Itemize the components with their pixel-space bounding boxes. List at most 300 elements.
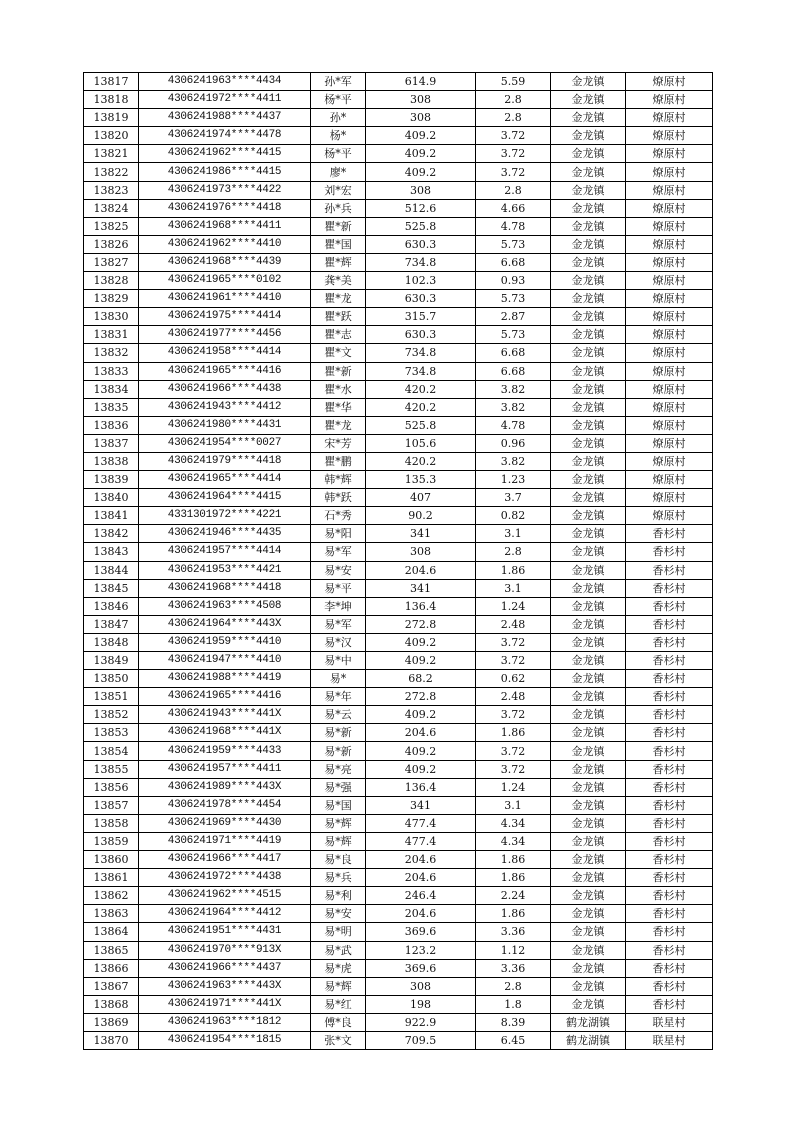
table-row <box>84 308 713 326</box>
area-cell: 2.8 <box>476 977 551 995</box>
amount-cell: 341 <box>366 525 476 543</box>
table-row <box>84 91 713 109</box>
id-number-cell: 4306241968****4411 <box>139 217 311 235</box>
amount-cell: 136.4 <box>366 778 476 796</box>
table-row <box>84 778 713 796</box>
table-row <box>84 796 713 814</box>
village-cell: 燎原村 <box>626 308 713 326</box>
row-number-cell: 13853 <box>84 724 139 742</box>
row-number-cell: 13818 <box>84 91 139 109</box>
town-cell: 金龙镇 <box>551 199 626 217</box>
area-cell: 3.72 <box>476 127 551 145</box>
id-number-cell: 4306241978****4454 <box>139 796 311 814</box>
table-row <box>84 272 713 290</box>
village-cell: 燎原村 <box>626 109 713 127</box>
row-number-cell: 13854 <box>84 742 139 760</box>
village-cell: 香杉村 <box>626 995 713 1013</box>
amount-cell: 308 <box>366 977 476 995</box>
amount-cell: 922.9 <box>366 1013 476 1031</box>
table-row <box>84 923 713 941</box>
row-number-cell: 13820 <box>84 127 139 145</box>
town-cell: 金龙镇 <box>551 995 626 1013</box>
village-cell: 香杉村 <box>626 525 713 543</box>
id-number-cell: 4306241963****1812 <box>139 1013 311 1031</box>
village-cell: 香杉村 <box>626 652 713 670</box>
table-row <box>84 109 713 127</box>
row-number-cell: 13843 <box>84 543 139 561</box>
area-cell: 1.86 <box>476 905 551 923</box>
amount-cell: 477.4 <box>366 832 476 850</box>
id-number-cell: 4306241965****4416 <box>139 688 311 706</box>
area-cell: 3.72 <box>476 742 551 760</box>
id-number-cell: 4306241965****0102 <box>139 272 311 290</box>
village-cell: 香杉村 <box>626 851 713 869</box>
table-row <box>84 398 713 416</box>
town-cell: 金龙镇 <box>551 579 626 597</box>
id-number-cell: 4306241989****443X <box>139 778 311 796</box>
row-number-cell: 13821 <box>84 145 139 163</box>
row-number-cell: 13862 <box>84 887 139 905</box>
amount-cell: 420.2 <box>366 380 476 398</box>
amount-cell: 204.6 <box>366 851 476 869</box>
table-row <box>84 543 713 561</box>
village-cell: 香杉村 <box>626 778 713 796</box>
row-number-cell: 13857 <box>84 796 139 814</box>
name-cell: 张*文 <box>311 1031 366 1049</box>
row-number-cell: 13868 <box>84 995 139 1013</box>
row-number-cell: 13850 <box>84 670 139 688</box>
village-cell: 燎原村 <box>626 181 713 199</box>
village-cell: 燎原村 <box>626 217 713 235</box>
row-number-cell: 13846 <box>84 597 139 615</box>
village-cell: 燎原村 <box>626 398 713 416</box>
area-cell: 6.68 <box>476 253 551 271</box>
area-cell: 1.8 <box>476 995 551 1013</box>
area-cell: 2.8 <box>476 109 551 127</box>
row-number-cell: 13848 <box>84 633 139 651</box>
name-cell: 瞿*水 <box>311 380 366 398</box>
id-number-cell: 4306241968****441X <box>139 724 311 742</box>
amount-cell: 68.2 <box>366 670 476 688</box>
row-number-cell: 13837 <box>84 434 139 452</box>
id-number-cell: 4306241957****4411 <box>139 760 311 778</box>
village-cell: 燎原村 <box>626 91 713 109</box>
name-cell: 易*安 <box>311 561 366 579</box>
village-cell: 联星村 <box>626 1031 713 1049</box>
name-cell: 杨*平 <box>311 145 366 163</box>
area-cell: 1.12 <box>476 941 551 959</box>
name-cell: 易*中 <box>311 652 366 670</box>
area-cell: 1.86 <box>476 561 551 579</box>
table-row <box>84 416 713 434</box>
name-cell: 易*虎 <box>311 959 366 977</box>
amount-cell: 135.3 <box>366 471 476 489</box>
amount-cell: 90.2 <box>366 507 476 525</box>
name-cell: 易*新 <box>311 742 366 760</box>
name-cell: 易*安 <box>311 905 366 923</box>
name-cell: 瞿*龙 <box>311 416 366 434</box>
table-row <box>84 489 713 507</box>
table-row <box>84 832 713 850</box>
name-cell: 瞿*新 <box>311 217 366 235</box>
amount-cell: 204.6 <box>366 561 476 579</box>
row-number-cell: 13833 <box>84 362 139 380</box>
village-cell: 联星村 <box>626 1013 713 1031</box>
table-row <box>84 706 713 724</box>
id-number-cell: 4306241986****4415 <box>139 163 311 181</box>
id-number-cell: 4306241958****4414 <box>139 344 311 362</box>
amount-cell: 272.8 <box>366 688 476 706</box>
id-number-cell: 4306241964****4415 <box>139 489 311 507</box>
village-cell: 香杉村 <box>626 742 713 760</box>
name-cell: 瞿*跃 <box>311 308 366 326</box>
row-number-cell: 13826 <box>84 235 139 253</box>
area-cell: 2.48 <box>476 688 551 706</box>
area-cell: 3.72 <box>476 163 551 181</box>
amount-cell: 525.8 <box>366 217 476 235</box>
town-cell: 金龙镇 <box>551 471 626 489</box>
town-cell: 金龙镇 <box>551 398 626 416</box>
town-cell: 金龙镇 <box>551 344 626 362</box>
table-row <box>84 525 713 543</box>
area-cell: 3.72 <box>476 633 551 651</box>
table-row <box>84 670 713 688</box>
table-row <box>84 633 713 651</box>
amount-cell: 308 <box>366 109 476 127</box>
town-cell: 鹤龙湖镇 <box>551 1031 626 1049</box>
name-cell: 易*强 <box>311 778 366 796</box>
town-cell: 金龙镇 <box>551 670 626 688</box>
area-cell: 4.78 <box>476 217 551 235</box>
id-number-cell: 4306241954****0027 <box>139 434 311 452</box>
area-cell: 3.82 <box>476 380 551 398</box>
area-cell: 3.7 <box>476 489 551 507</box>
area-cell: 3.82 <box>476 398 551 416</box>
row-number-cell: 13870 <box>84 1031 139 1049</box>
row-number-cell: 13839 <box>84 471 139 489</box>
name-cell: 杨* <box>311 127 366 145</box>
table-row <box>84 905 713 923</box>
area-cell: 5.59 <box>476 73 551 91</box>
table-row <box>84 941 713 959</box>
area-cell: 3.36 <box>476 959 551 977</box>
town-cell: 金龙镇 <box>551 290 626 308</box>
table-row <box>84 290 713 308</box>
name-cell: 易*军 <box>311 615 366 633</box>
table-row <box>84 851 713 869</box>
amount-cell: 734.8 <box>366 362 476 380</box>
town-cell: 金龙镇 <box>551 217 626 235</box>
table-row <box>84 199 713 217</box>
row-number-cell: 13858 <box>84 814 139 832</box>
row-number-cell: 13823 <box>84 181 139 199</box>
id-number-cell: 4306241959****4433 <box>139 742 311 760</box>
village-cell: 燎原村 <box>626 127 713 145</box>
table-row <box>84 579 713 597</box>
row-number-cell: 13847 <box>84 615 139 633</box>
village-cell: 燎原村 <box>626 362 713 380</box>
id-number-cell: 4306241971****441X <box>139 995 311 1013</box>
town-cell: 金龙镇 <box>551 380 626 398</box>
id-number-cell: 4306241951****4431 <box>139 923 311 941</box>
village-cell: 香杉村 <box>626 670 713 688</box>
area-cell: 3.72 <box>476 145 551 163</box>
town-cell: 金龙镇 <box>551 597 626 615</box>
table-row <box>84 362 713 380</box>
town-cell: 金龙镇 <box>551 832 626 850</box>
id-number-cell: 4306241964****443X <box>139 615 311 633</box>
amount-cell: 136.4 <box>366 597 476 615</box>
table-row <box>84 995 713 1013</box>
area-cell: 4.34 <box>476 814 551 832</box>
area-cell: 1.86 <box>476 724 551 742</box>
amount-cell: 369.6 <box>366 923 476 941</box>
table-row <box>84 235 713 253</box>
amount-cell: 198 <box>366 995 476 1013</box>
row-number-cell: 13836 <box>84 416 139 434</box>
name-cell: 瞿*辉 <box>311 253 366 271</box>
id-number-cell: 4306241959****4410 <box>139 633 311 651</box>
village-cell: 燎原村 <box>626 489 713 507</box>
amount-cell: 272.8 <box>366 615 476 633</box>
village-cell: 香杉村 <box>626 941 713 959</box>
area-cell: 4.78 <box>476 416 551 434</box>
town-cell: 金龙镇 <box>551 869 626 887</box>
area-cell: 8.39 <box>476 1013 551 1031</box>
table-row <box>84 73 713 91</box>
id-number-cell: 4306241946****4435 <box>139 525 311 543</box>
name-cell: 瞿*鹏 <box>311 452 366 470</box>
row-number-cell: 13828 <box>84 272 139 290</box>
name-cell: 易*新 <box>311 724 366 742</box>
amount-cell: 204.6 <box>366 869 476 887</box>
village-cell: 燎原村 <box>626 145 713 163</box>
id-number-cell: 4306241943****4412 <box>139 398 311 416</box>
name-cell: 易*利 <box>311 887 366 905</box>
village-cell: 香杉村 <box>626 688 713 706</box>
id-number-cell: 4306241969****4430 <box>139 814 311 832</box>
amount-cell: 409.2 <box>366 163 476 181</box>
village-cell: 香杉村 <box>626 706 713 724</box>
name-cell: 瞿*国 <box>311 235 366 253</box>
town-cell: 金龙镇 <box>551 633 626 651</box>
town-cell: 金龙镇 <box>551 977 626 995</box>
name-cell: 易*国 <box>311 796 366 814</box>
village-cell: 燎原村 <box>626 163 713 181</box>
id-number-cell: 4306241965****4414 <box>139 471 311 489</box>
town-cell: 金龙镇 <box>551 416 626 434</box>
amount-cell: 630.3 <box>366 235 476 253</box>
village-cell: 香杉村 <box>626 832 713 850</box>
id-number-cell: 4306241971****4419 <box>139 832 311 850</box>
area-cell: 1.86 <box>476 851 551 869</box>
table-row <box>84 145 713 163</box>
row-number-cell: 13844 <box>84 561 139 579</box>
name-cell: 易*亮 <box>311 760 366 778</box>
table-row <box>84 814 713 832</box>
row-number-cell: 13866 <box>84 959 139 977</box>
area-cell: 2.8 <box>476 543 551 561</box>
name-cell: 易*军 <box>311 543 366 561</box>
area-cell: 6.68 <box>476 344 551 362</box>
town-cell: 金龙镇 <box>551 796 626 814</box>
village-cell: 燎原村 <box>626 290 713 308</box>
village-cell: 香杉村 <box>626 760 713 778</box>
row-number-cell: 13827 <box>84 253 139 271</box>
area-cell: 4.66 <box>476 199 551 217</box>
name-cell: 易*云 <box>311 706 366 724</box>
id-number-cell: 4306241966****4438 <box>139 380 311 398</box>
name-cell: 瞿*志 <box>311 326 366 344</box>
id-number-cell: 4306241975****4414 <box>139 308 311 326</box>
name-cell: 孙*兵 <box>311 199 366 217</box>
amount-cell: 409.2 <box>366 633 476 651</box>
area-cell: 0.93 <box>476 272 551 290</box>
name-cell: 易*汉 <box>311 633 366 651</box>
row-number-cell: 13817 <box>84 73 139 91</box>
row-number-cell: 13831 <box>84 326 139 344</box>
amount-cell: 123.2 <box>366 941 476 959</box>
village-cell: 香杉村 <box>626 959 713 977</box>
table-row <box>84 887 713 905</box>
area-cell: 3.1 <box>476 579 551 597</box>
town-cell: 金龙镇 <box>551 127 626 145</box>
row-number-cell: 13832 <box>84 344 139 362</box>
row-number-cell: 13835 <box>84 398 139 416</box>
area-cell: 2.8 <box>476 91 551 109</box>
village-cell: 香杉村 <box>626 814 713 832</box>
table-row <box>84 181 713 199</box>
amount-cell: 709.5 <box>366 1031 476 1049</box>
name-cell: 韩*辉 <box>311 471 366 489</box>
id-number-cell: 4306241965****4416 <box>139 362 311 380</box>
amount-cell: 407 <box>366 489 476 507</box>
row-number-cell: 13845 <box>84 579 139 597</box>
area-cell: 2.87 <box>476 308 551 326</box>
id-number-cell: 4306241943****441X <box>139 706 311 724</box>
table-row <box>84 652 713 670</box>
town-cell: 金龙镇 <box>551 561 626 579</box>
id-number-cell: 4306241961****4410 <box>139 290 311 308</box>
row-number-cell: 13864 <box>84 923 139 941</box>
id-number-cell: 4306241977****4456 <box>139 326 311 344</box>
town-cell: 金龙镇 <box>551 887 626 905</box>
name-cell: 易* <box>311 670 366 688</box>
area-cell: 3.1 <box>476 796 551 814</box>
area-cell: 1.24 <box>476 778 551 796</box>
village-cell: 香杉村 <box>626 615 713 633</box>
amount-cell: 420.2 <box>366 452 476 470</box>
row-number-cell: 13841 <box>84 507 139 525</box>
name-cell: 宋*芳 <box>311 434 366 452</box>
town-cell: 金龙镇 <box>551 507 626 525</box>
village-cell: 燎原村 <box>626 507 713 525</box>
village-cell: 香杉村 <box>626 869 713 887</box>
village-cell: 香杉村 <box>626 796 713 814</box>
row-number-cell: 13860 <box>84 851 139 869</box>
name-cell: 瞿*文 <box>311 344 366 362</box>
amount-cell: 409.2 <box>366 145 476 163</box>
row-number-cell: 13838 <box>84 452 139 470</box>
id-number-cell: 4306241957****4414 <box>139 543 311 561</box>
row-number-cell: 13824 <box>84 199 139 217</box>
village-cell: 香杉村 <box>626 579 713 597</box>
amount-cell: 341 <box>366 796 476 814</box>
id-number-cell: 4306241963****4508 <box>139 597 311 615</box>
row-number-cell: 13861 <box>84 869 139 887</box>
table-row <box>84 742 713 760</box>
id-number-cell: 4306241963****4434 <box>139 73 311 91</box>
area-cell: 0.62 <box>476 670 551 688</box>
id-number-cell: 4306241947****4410 <box>139 652 311 670</box>
town-cell: 金龙镇 <box>551 362 626 380</box>
id-number-cell: 4306241966****4417 <box>139 851 311 869</box>
town-cell: 金龙镇 <box>551 941 626 959</box>
row-number-cell: 13869 <box>84 1013 139 1031</box>
row-number-cell: 13867 <box>84 977 139 995</box>
row-number-cell: 13825 <box>84 217 139 235</box>
table-row <box>84 217 713 235</box>
amount-cell: 525.8 <box>366 416 476 434</box>
amount-cell: 308 <box>366 543 476 561</box>
town-cell: 金龙镇 <box>551 706 626 724</box>
row-number-cell: 13865 <box>84 941 139 959</box>
table-row <box>84 344 713 362</box>
name-cell: 刘*宏 <box>311 181 366 199</box>
name-cell: 易*辉 <box>311 977 366 995</box>
name-cell: 易*武 <box>311 941 366 959</box>
amount-cell: 204.6 <box>366 905 476 923</box>
amount-cell: 308 <box>366 181 476 199</box>
town-cell: 金龙镇 <box>551 163 626 181</box>
village-cell: 燎原村 <box>626 380 713 398</box>
town-cell: 金龙镇 <box>551 181 626 199</box>
data-table <box>83 72 713 1050</box>
area-cell: 0.96 <box>476 434 551 452</box>
id-number-cell: 4306241974****4478 <box>139 127 311 145</box>
village-cell: 燎原村 <box>626 416 713 434</box>
name-cell: 易*良 <box>311 851 366 869</box>
area-cell: 5.73 <box>476 290 551 308</box>
village-cell: 燎原村 <box>626 235 713 253</box>
town-cell: 金龙镇 <box>551 724 626 742</box>
town-cell: 金龙镇 <box>551 253 626 271</box>
row-number-cell: 13840 <box>84 489 139 507</box>
row-number-cell: 13830 <box>84 308 139 326</box>
area-cell: 0.82 <box>476 507 551 525</box>
area-cell: 3.36 <box>476 923 551 941</box>
amount-cell: 105.6 <box>366 434 476 452</box>
id-number-cell: 4306241988****4437 <box>139 109 311 127</box>
name-cell: 孙*军 <box>311 73 366 91</box>
area-cell: 5.73 <box>476 326 551 344</box>
table-row <box>84 163 713 181</box>
amount-cell: 204.6 <box>366 724 476 742</box>
name-cell: 易*年 <box>311 688 366 706</box>
village-cell: 香杉村 <box>626 977 713 995</box>
amount-cell: 409.2 <box>366 706 476 724</box>
name-cell: 李*坤 <box>311 597 366 615</box>
name-cell: 杨*平 <box>311 91 366 109</box>
row-number-cell: 13842 <box>84 525 139 543</box>
village-cell: 香杉村 <box>626 905 713 923</box>
id-number-cell: 4306241962****4415 <box>139 145 311 163</box>
area-cell: 3.82 <box>476 452 551 470</box>
amount-cell: 409.2 <box>366 742 476 760</box>
table-row <box>84 561 713 579</box>
area-cell: 4.34 <box>476 832 551 850</box>
area-cell: 2.48 <box>476 615 551 633</box>
